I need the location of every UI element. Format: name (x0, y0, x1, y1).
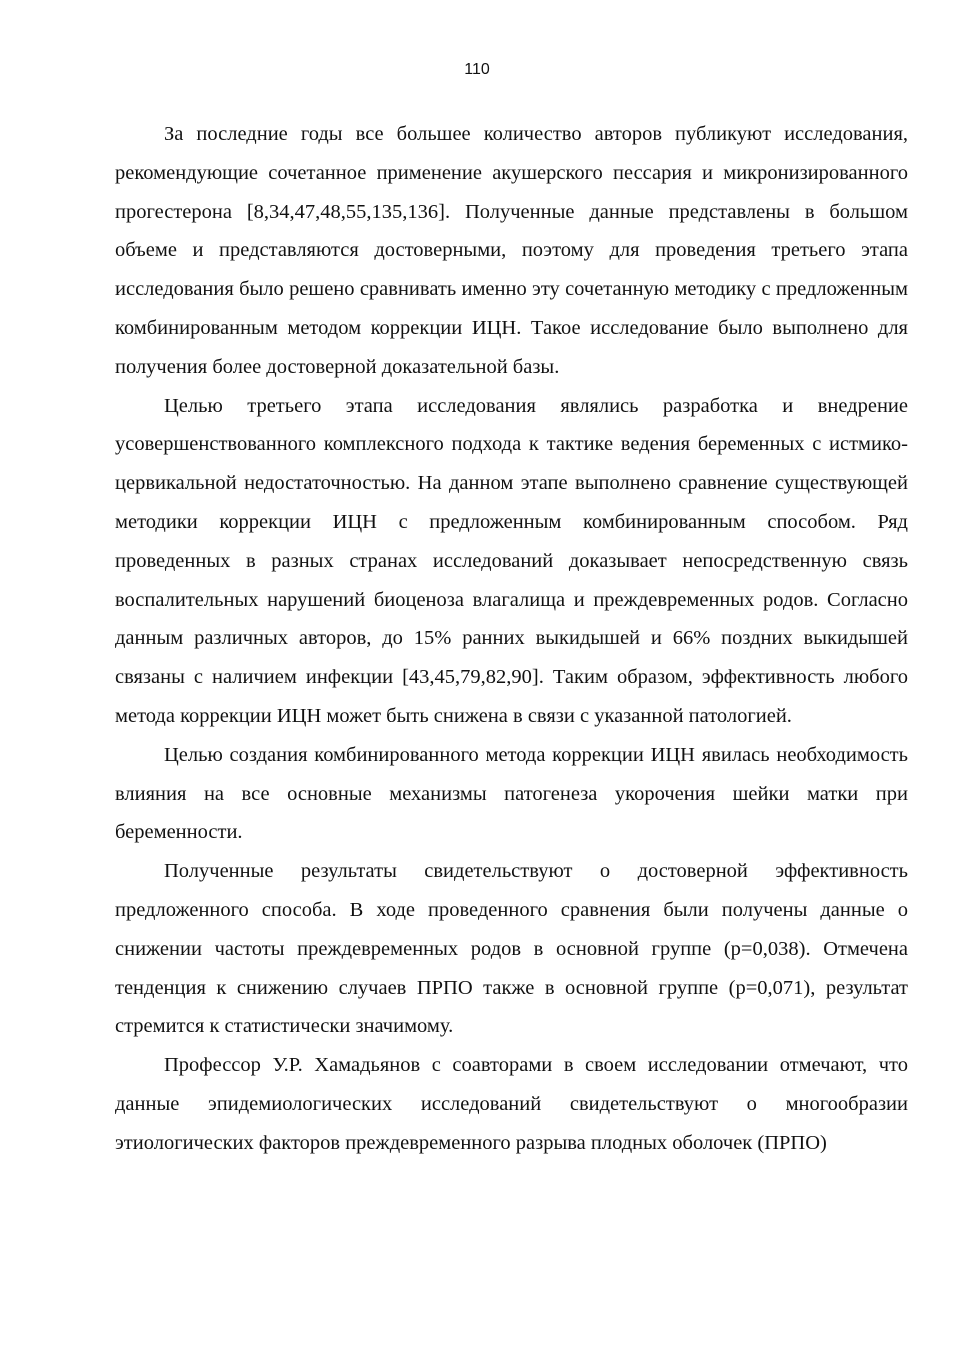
paragraph: Полученные результаты свидетельствуют о достоверной эффективность предложенного способа. В ходе проведенного сравнения были получены данные о снижении частоты преждевременных родов в основной группе (р=0,038). Отмечена тенденция к снижению случаев ПРПО также в основной группе (р=0,071), результат стремится к статистически значимому. (115, 860, 908, 1038)
paragraph: За последние годы все большее количество авторов публикуют исследования, рекомендующие сочетанное применение акушерского пессария и микронизированного прогестерона [8,34,47,48,55,135,136]. Полученные данные представлены в большом объеме и представляются достоверными, поэтому для проведения третьего этапа исследования было решено сравнивать именно эту сочетанную методику с предложенным комбинированным методом коррекции ИЦН. Такое исследование было выполнено для получения более достоверной доказательной базы. (115, 123, 908, 378)
body-text (115, 115, 908, 1163)
paragraph: Целью третьего этапа исследования являлись разработка и внедрение усовершенствованного комплексного подхода к тактике ведения беременных с истмико-цервикальной недостаточностью. На данном этапе выполнено сравнение существующей методики коррекции ИЦН с предложенным комбинированным способом. Ряд проведенных в разных странах исследований доказывает непосредственную связь воспалительных нарушений биоценоза влагалища и преждевременных родов. Согласно данным различных авторов, до 15% ранних выкидышей и 66% поздних выкидышей связаны с наличием инфекции [43,45,79,82,90]. Таким образом, эффективность любого метода коррекции ИЦН может быть снижена в связи с указанной патологией. (115, 394, 908, 727)
paragraph: Профессор У.Р. Хамадьянов с соавторами в своем исследовании отмечают, что данные эпидемиологических исследований свидетельствуют о многообразии этиологических факторов преждевременного разрыва плодных оболочек (ПРПО) (115, 1054, 908, 1154)
page-number: 110 (464, 61, 490, 78)
paragraph: Целью создания комбинированного метода коррекции ИЦН явилась необходимость влияния на все основные механизмы патогенеза укорочения шейки матки при беременности. (115, 743, 908, 844)
